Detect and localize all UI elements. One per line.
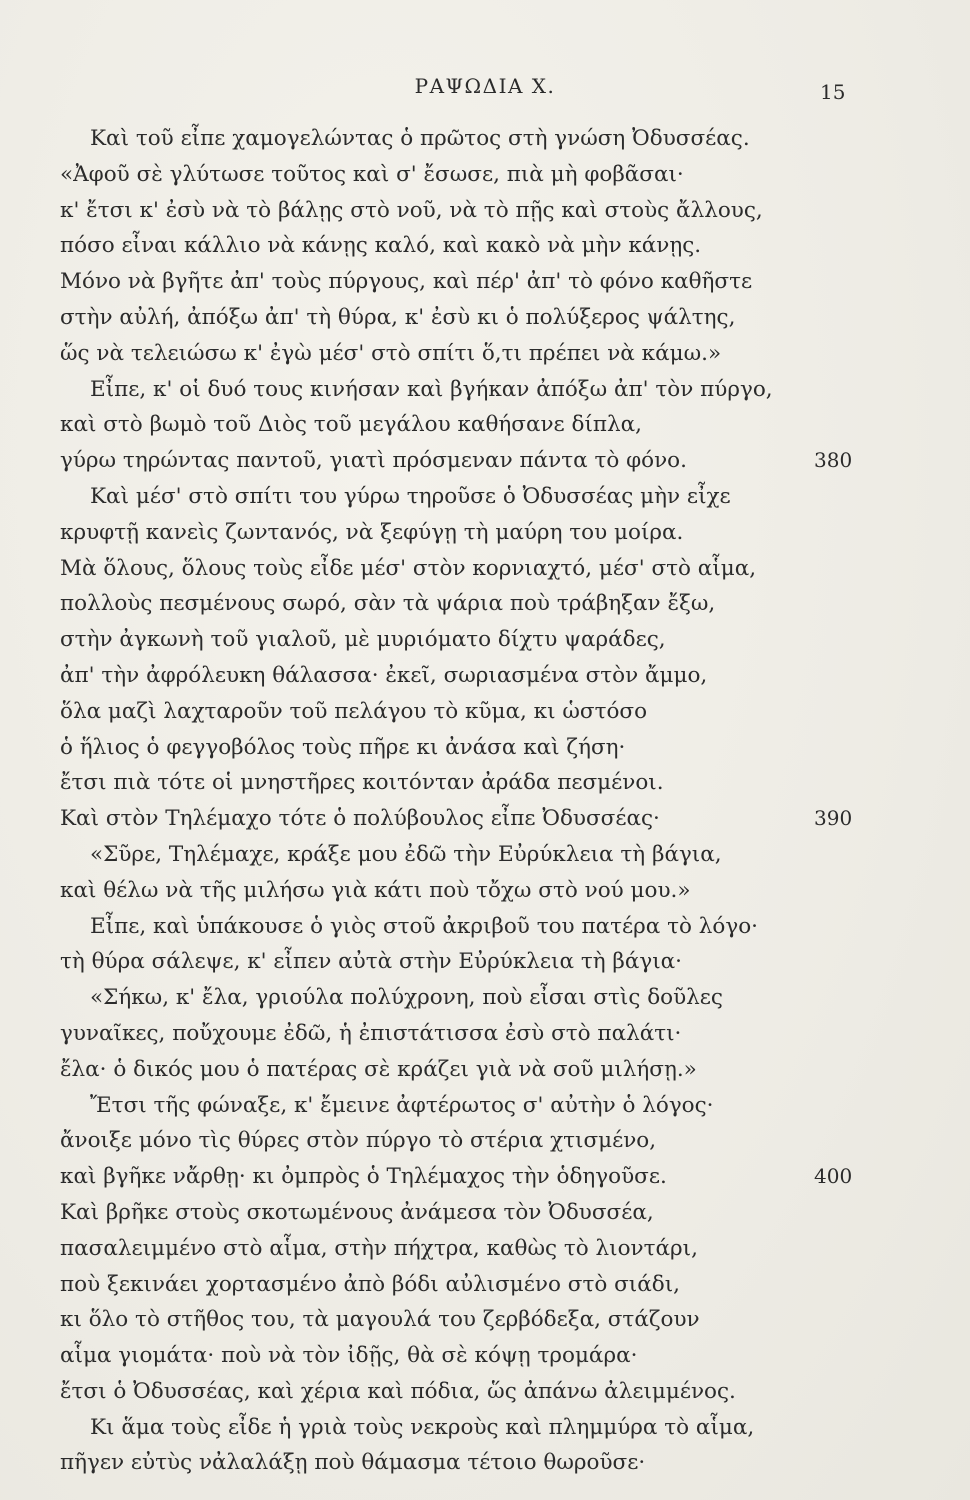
- verse-line: [60, 1374, 860, 1410]
- verse-line: [60, 479, 860, 515]
- verse-text: κρυφτῇ κανεὶς ζωντανός, νὰ ξεφύγῃ τὴ μαύρη του μοίρα.: [60, 519, 684, 545]
- verse-line: [60, 1231, 860, 1267]
- verse-line: [60, 1159, 860, 1195]
- verse-text: πολλοὺς πεσμένους σωρό, σὰν τὰ ψάρια ποὺ τράβηξαν ἔξω,: [60, 591, 716, 617]
- verse-text: «Σήκω, κ' ἔλα, γριούλα πολύχρονη, ποὺ εἶσαι στὶς δοῦλες: [90, 985, 723, 1011]
- verse-text: Ἔτσι τῆς φώναξε, κ' ἔμεινε ἀφτέρωτος σ' αὐτὴν ὁ λόγος·: [90, 1092, 714, 1118]
- verse-text: ἔτσι ὁ Ὀδυσσέας, καὶ χέρια καὶ πόδια, ὥς ἀπάνω ἀλειμμένος.: [60, 1378, 736, 1404]
- verse-text: ἔτσι πιὰ τότε οἱ μνηστῆρες κοιτόνταν ἀράδα πεσμένοι.: [60, 770, 664, 796]
- verse-line: [60, 121, 860, 157]
- verse-text: «Σῦρε, Τηλέμαχε, κράξε μου ἐδῶ τὴν Εὐρύκλεια τὴ βάγια,: [90, 841, 722, 867]
- verse-line: [60, 372, 860, 408]
- verse-line: [60, 1088, 860, 1124]
- verse-line: [60, 801, 860, 837]
- verse-line: [60, 515, 860, 551]
- verse-line: [60, 1123, 860, 1159]
- verse-line: [60, 1338, 860, 1374]
- verse-line: [60, 1410, 860, 1446]
- verse-line: [60, 1016, 860, 1052]
- verse-text: πῆγεν εὐτὺς νἀλαλάξῃ ποὺ θάμασμα τέτοιο θωροῦσε·: [60, 1450, 646, 1476]
- verse-text: τὴ θύρα σάλεψε, κ' εἶπεν αὐτὰ στὴν Εὐρύκλεια τὴ βάγια·: [60, 949, 683, 975]
- verse-text: Κι ἅμα τοὺς εἶδε ἡ γριὰ τοὺς νεκροὺς καὶ πλημμύρα τὸ αἷμα,: [90, 1414, 755, 1440]
- verse-line: [60, 407, 860, 443]
- verse-line: [60, 228, 860, 264]
- verse-line: [60, 658, 860, 694]
- verse-line: [60, 586, 860, 622]
- verse-text: κ' ἔτσι κ' ἐσὺ νὰ τὸ βάλῃς στὸ νοῦ, νὰ τὸ πῇς καὶ στοὺς ἄλλους,: [60, 197, 763, 223]
- verse-text: Καὶ μέσ' στὸ σπίτι του γύρω τηροῦσε ὁ Ὀδυσσέας μὴν εἶχε: [90, 483, 731, 509]
- verse-line: [60, 193, 860, 229]
- verse-text: Μόνο νὰ βγῆτε ἀπ' τοὺς πύργους, καὶ πέρ' ἀπ' τὸ φόνο καθῆστε: [60, 269, 753, 295]
- verse-text: ὥς νὰ τελειώσω κ' ἐγὼ μέσ' στὸ σπίτι ὅ,τι πρέπει νὰ κάμω.»: [60, 340, 722, 366]
- page-number: 15: [820, 80, 846, 104]
- verse-text: ἄνοιξε μόνο τὶς θύρες στὸν πύργο τὸ στέρια χτισμένο,: [60, 1128, 657, 1154]
- verse-text: ποὺ ξεκινάει χορτασμένο ἀπὸ βόδι αὐλισμένο στὸ σιάδι,: [60, 1271, 680, 1297]
- verse-text: Εἶπε, καὶ ὑπάκουσε ὁ γιὸς στοῦ ἀκριβοῦ του πατέρα τὸ λόγο·: [90, 913, 758, 939]
- verse-line: [60, 909, 860, 945]
- line-number: 380: [814, 448, 853, 473]
- verse-text: κι ὅλο τὸ στῆθος του, τὰ μαγουλά του ζερβόδεξα, στάζουν: [60, 1307, 700, 1333]
- verse-text: γυναῖκες, ποὔχουμε ἐδῶ, ἡ ἐπιστάτισσα ἐσὺ στὸ παλάτι·: [60, 1020, 682, 1046]
- verse-text: Καὶ βρῆκε στοὺς σκοτωμένους ἀνάμεσα τὸν Ὀδυσσέα,: [60, 1199, 654, 1225]
- verse-line: [60, 1267, 860, 1303]
- verse-line: [60, 1302, 860, 1338]
- verse-text: ἀπ' τὴν ἀφρόλευκη θάλασσα· ἐκεῖ, σωριασμένα στὸν ἄμμο,: [60, 662, 708, 688]
- verse-line: [60, 1445, 860, 1481]
- verse-text: Μὰ ὅλους, ὅλους τοὺς εἶδε μέσ' στὸν κορνιαχτό, μέσ' στὸ αἷμα,: [60, 555, 757, 581]
- verse-text: στὴν αὐλή, ἀπόξω ἀπ' τὴ θύρα, κ' ἐσὺ κι ὁ πολύξερος ψάλτης,: [60, 304, 736, 330]
- verse-line: [60, 980, 860, 1016]
- verse-line: [60, 1195, 860, 1231]
- verse-line: [60, 443, 860, 479]
- verse-line: [60, 551, 860, 587]
- verse-text: γύρω τηρώντας παντοῦ, γιατὶ πρόσμεναν πάντα τὸ φόνο.: [60, 448, 687, 474]
- verse-line: [60, 622, 860, 658]
- verse-line: [60, 300, 860, 336]
- verse-text: καὶ βγῆκε νἄρθῃ· κι ὀμπρὸς ὁ Τηλέμαχος τὴν ὁδηγοῦσε.: [60, 1164, 667, 1190]
- verse-text: Καὶ τοῦ εἶπε χαμογελώντας ὁ πρῶτος στὴ γνώση Ὀδυσσέας.: [90, 126, 750, 151]
- running-head: ΡΑΨΩΔΙΑ Χ.: [414, 74, 556, 98]
- verse-text: καὶ στὸ βωμὸ τοῦ Διὸς τοῦ μεγάλου καθήσανε δίπλα,: [60, 412, 643, 438]
- verse-text: ὁ ἥλιος ὁ φεγγοβόλος τοὺς πῆρε κι ἀνάσα καὶ ζήση·: [60, 734, 626, 760]
- verse-text: Εἶπε, κ' οἱ δυό τους κινήσαν καὶ βγήκαν ἀπόξω ἀπ' τὸν πύργο,: [90, 376, 773, 402]
- verse-text: καὶ θέλω νὰ τῆς μιλήσω γιὰ κάτι ποὺ τὄχω στὸ νού μου.»: [60, 877, 691, 903]
- verse-text: ὅλα μαζὶ λαχταροῦν τοῦ πελάγου τὸ κῦμα, κι ὡστόσο: [60, 698, 648, 724]
- verse-text: Καὶ στὸν Τηλέμαχο τότε ὁ πολύβουλος εἶπε Ὀδυσσέας·: [60, 806, 660, 832]
- verse-text: «Ἀφοῦ σὲ γλύτωσε τοῦτος καὶ σ' ἔσωσε, πιὰ μὴ φοβᾶσαι·: [60, 161, 684, 187]
- verse-line: [60, 837, 860, 873]
- line-number: 400: [814, 1164, 853, 1189]
- verse-text: ἔλα· ὁ δικός μου ὁ πατέρας σὲ κράζει γιὰ νὰ σοῦ μιλήσῃ.»: [60, 1056, 697, 1082]
- verse-text: στὴν ἀγκωνὴ τοῦ γιαλοῦ, μὲ μυριόματο δίχτυ ψαράδες,: [60, 627, 666, 653]
- poem-text: [60, 121, 860, 1481]
- verse-line: [60, 336, 860, 372]
- verse-line: [60, 765, 860, 801]
- verse-line: [60, 694, 860, 730]
- line-number: 390: [814, 806, 853, 831]
- verse-text: πασαλειμμένο στὸ αἷμα, στὴν πήχτρα, καθὼς τὸ λιοντάρι,: [60, 1235, 698, 1261]
- verse-line: [60, 1052, 860, 1088]
- verse-text: αἷμα γιομάτα· ποὺ νὰ τὸν ἰδῇς, θὰ σὲ κόψῃ τρομάρα·: [60, 1343, 638, 1369]
- verse-line: [60, 873, 860, 909]
- verse-line: [60, 157, 860, 193]
- verse-line: [60, 264, 860, 300]
- verse-text: πόσο εἶναι κάλλιο νὰ κάνῃς καλό, καὶ κακὸ νὰ μὴν κάνῃς.: [60, 233, 702, 259]
- verse-line: [60, 944, 860, 980]
- verse-line: [60, 730, 860, 766]
